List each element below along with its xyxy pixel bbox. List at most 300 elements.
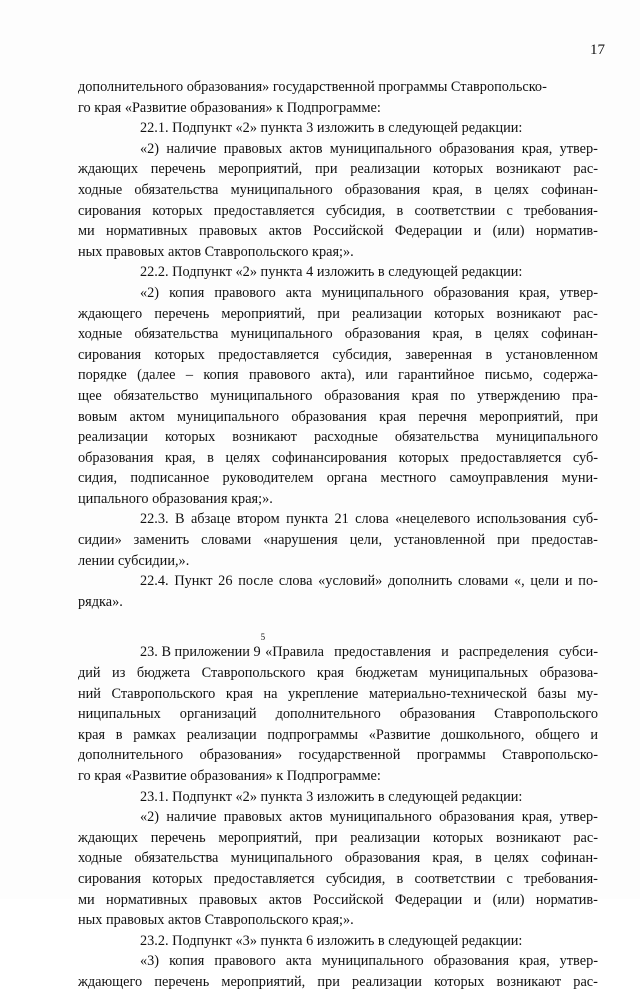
text-line [78, 951, 598, 972]
word: ми [78, 891, 95, 908]
word: рамках [133, 726, 176, 743]
word: словами [457, 573, 509, 590]
word: нормативных [105, 891, 188, 908]
text-line [78, 159, 598, 180]
word: укрепление [288, 685, 359, 702]
text-line [78, 118, 598, 139]
word: предоставляется [218, 346, 320, 363]
word: 26 [218, 573, 233, 590]
word: гарантийное [398, 367, 475, 384]
text-line [78, 684, 598, 705]
word: дополнительного [275, 706, 381, 723]
word: суб- [572, 511, 598, 528]
word: пра- [572, 387, 598, 404]
word: «условий» [318, 573, 383, 590]
word: реализации [350, 161, 421, 178]
line-text: го края «Развитие образования» к Подпрограмме: [78, 768, 381, 784]
word: края, [164, 449, 196, 466]
word: в [475, 326, 482, 343]
word: «3) [140, 953, 160, 970]
word: абзаце [190, 511, 231, 528]
word: актов [268, 223, 302, 240]
line-text: ных правовых актов Ставропольского края;». [78, 243, 354, 260]
word: муниципального [329, 140, 432, 157]
word: органа [326, 470, 368, 487]
word: «2) [140, 140, 160, 157]
word: предоставляется [213, 870, 315, 887]
word: предостав- [531, 532, 598, 549]
word: сидии» [78, 532, 122, 549]
document-body [78, 77, 598, 993]
word: правового [214, 284, 276, 301]
word: муниципального [210, 387, 313, 404]
word: субсидия, [332, 346, 392, 363]
word: которых [434, 305, 485, 322]
text-line [78, 365, 598, 386]
text-line [78, 890, 598, 911]
text-line [78, 262, 598, 283]
word: наличие [166, 140, 217, 157]
text-line [78, 530, 598, 551]
word: с [506, 202, 513, 219]
word: Ставропольского [111, 685, 216, 702]
word: из [112, 665, 126, 682]
word: Пункт [174, 573, 213, 590]
word: софинан- [541, 326, 598, 343]
text-line [78, 592, 598, 613]
section-23 [78, 663, 598, 993]
text-line [78, 571, 598, 592]
word: образова- [539, 665, 598, 682]
word: реализации [78, 429, 148, 446]
word: «нецелевого [395, 511, 471, 528]
word: целях [494, 850, 529, 867]
word: суб- [572, 449, 598, 466]
word: дошкольного, [441, 726, 525, 743]
word: которых [434, 973, 485, 990]
page-number: 17 [590, 42, 605, 58]
word: правовых [198, 223, 258, 240]
word: Федерации [394, 223, 463, 240]
word: слова [278, 573, 313, 590]
word: подпрограммы [267, 726, 358, 743]
word: ходные [78, 326, 123, 343]
word: мероприятий, [479, 408, 564, 425]
word: по- [578, 573, 598, 590]
word: рас- [573, 829, 598, 846]
word: края [379, 408, 407, 425]
word: слова [355, 511, 389, 528]
word: утвер- [559, 953, 598, 970]
word: которых [154, 346, 205, 363]
text-line [78, 304, 598, 325]
word: обязательства [394, 429, 479, 446]
word: бюджетам [355, 665, 418, 682]
word: В [175, 511, 185, 528]
word: ждающих [78, 829, 138, 846]
word: сирования [78, 870, 142, 887]
word: образования [439, 140, 515, 157]
word: с [506, 870, 513, 887]
line-text: лении субсидии,». [78, 552, 190, 569]
text-line [78, 869, 598, 890]
line-text: рядка». [78, 593, 123, 610]
word: муниципального [176, 408, 280, 425]
word: словами [201, 532, 252, 549]
word: соответствии [414, 202, 496, 219]
word: края [225, 685, 253, 702]
word: обязательства [134, 181, 219, 198]
word: которых [432, 829, 484, 846]
word: образования [324, 387, 400, 404]
word: Российской [313, 223, 384, 240]
word: в [485, 346, 493, 363]
word: рас- [573, 305, 598, 322]
word: мероприятий, [221, 305, 306, 322]
word: муниципального [329, 809, 432, 826]
text-line [78, 828, 598, 849]
word: бюджета [136, 665, 191, 682]
word: реализации [186, 726, 257, 743]
word: муниципального [495, 429, 598, 446]
word: образования [433, 284, 510, 301]
word: норматив- [535, 223, 598, 240]
word: образования» [199, 747, 283, 764]
word: акта), [320, 367, 355, 384]
word: использования [476, 511, 567, 528]
word: возникают [496, 829, 561, 846]
word: в [475, 850, 482, 867]
word: рас- [573, 161, 598, 178]
word: му- [577, 685, 598, 702]
word: муниципального [230, 850, 333, 867]
word: общего [535, 726, 580, 743]
text-line [78, 551, 598, 572]
word: ниципальных [78, 706, 161, 723]
word: образования [433, 953, 510, 970]
word: субсидия, [325, 870, 386, 887]
text-line [78, 386, 598, 407]
word: Федерации [394, 891, 463, 908]
word: сирования [78, 346, 142, 363]
word: образования [344, 850, 421, 867]
word: которых [152, 202, 203, 219]
line-text: дополнительного образования» государственной программы Ставропольско- [78, 79, 547, 95]
text-line [78, 139, 598, 160]
word: базы [537, 685, 567, 702]
word: (далее [137, 367, 176, 384]
text-line [78, 448, 598, 469]
word: «2) [140, 284, 160, 301]
word: обязательство [113, 387, 199, 404]
word: муни- [561, 470, 598, 487]
word: края, [521, 809, 553, 826]
word: перечень [150, 829, 206, 846]
word: края, [432, 850, 463, 867]
word: заверенная [405, 346, 473, 363]
word: при [317, 305, 340, 322]
word: образования [291, 408, 367, 425]
text-line [78, 725, 598, 746]
text-line [78, 972, 598, 993]
word: государственной [298, 747, 401, 764]
word: – [185, 367, 193, 384]
word: руководителем [222, 470, 314, 487]
word: которых [398, 449, 449, 466]
word: мероприятий, [221, 973, 306, 990]
word: муниципальных [429, 665, 529, 682]
word: возникают [496, 305, 562, 322]
word: организаций [179, 706, 257, 723]
word: ждающего [78, 305, 143, 322]
word: цели [530, 573, 560, 590]
word: субсидия, [325, 202, 386, 219]
text-line [78, 283, 598, 304]
word: актов [289, 809, 323, 826]
word: дополнительного [78, 747, 184, 764]
text-line [78, 324, 598, 345]
text-line [78, 221, 598, 242]
word: ходные [78, 181, 123, 198]
text-line [78, 489, 598, 510]
word: при [575, 408, 598, 425]
word: копия [169, 284, 205, 301]
paragraph-gap [78, 612, 598, 642]
line-text: ных правовых актов Ставропольского края;». [78, 912, 354, 929]
word: норматив- [535, 891, 598, 908]
word: предоставляется [213, 202, 315, 219]
word: 23. В приложении 9 [140, 644, 261, 661]
word: образования [344, 181, 421, 198]
word: края, [519, 953, 550, 970]
word: реализации [352, 973, 422, 990]
word: при [497, 532, 520, 549]
word: (или) [492, 891, 525, 908]
word: утвер- [559, 284, 598, 301]
word: копия [203, 367, 239, 384]
text-line [78, 787, 598, 808]
word: мероприятий, [218, 829, 303, 846]
word: Ставропольско- [502, 747, 598, 764]
text-line [78, 345, 598, 366]
word: заменить [133, 532, 190, 549]
word: ходные [78, 850, 123, 867]
word: правовых [198, 891, 258, 908]
word: 21 [334, 511, 349, 528]
word: правовых [223, 140, 283, 157]
word: Ставропольского [494, 706, 598, 723]
word: Ставропольского [201, 665, 306, 682]
word: местного [380, 470, 437, 487]
line-text: 22.2. Подпункт «2» пункта 4 изложить в следующей редакции: [140, 264, 523, 281]
word: правовых [223, 809, 283, 826]
text-line [78, 201, 598, 222]
word: дий [78, 665, 101, 682]
word: ний [78, 685, 101, 702]
word: края, [519, 284, 550, 301]
word: перечня [418, 408, 468, 425]
word: материально-технической [368, 685, 528, 702]
text-line [78, 242, 598, 263]
word: правового [248, 367, 311, 384]
word: актов [268, 891, 302, 908]
word: предоставляется [460, 449, 562, 466]
line-text: го края «Развитие образования» к Подпрограмме: [78, 99, 381, 116]
word: самоуправления [449, 470, 549, 487]
word: и [590, 726, 598, 743]
word: (или) [492, 223, 525, 240]
word: сидия, [78, 470, 118, 487]
word: края, [432, 326, 463, 343]
word: «Развитие [368, 726, 431, 743]
word: которых [164, 429, 216, 446]
word: края [316, 665, 344, 682]
text-line [78, 766, 598, 787]
word: после [238, 573, 274, 590]
word: возникают [496, 161, 561, 178]
text-line [78, 663, 598, 684]
text-line [78, 807, 598, 828]
word: в [475, 181, 482, 198]
superscript: 5 [260, 632, 266, 643]
word: софинан- [541, 181, 598, 198]
line-text: ципального образования края;». [78, 490, 273, 507]
word: установленной [394, 532, 486, 549]
word: перечень [150, 161, 206, 178]
text-line [78, 704, 598, 725]
word: возникают [496, 973, 562, 990]
line-text: 22.1. Подпункт «2» пункта 3 изложить в следующей редакции: [140, 120, 523, 137]
word: края, [432, 181, 463, 198]
text-line [78, 745, 598, 766]
word: правового [214, 953, 276, 970]
word: реализации [350, 829, 421, 846]
word: Российской [313, 891, 384, 908]
word: содержа- [543, 367, 598, 384]
word: 22.3. [140, 511, 169, 528]
line-text: 23.2. Подпункт «3» пункта 6 изложить в следующей редакции: [140, 932, 523, 949]
word: щее [78, 387, 102, 404]
word: ми [78, 223, 95, 240]
word: при [315, 829, 338, 846]
word: рас- [573, 973, 598, 990]
text-line [78, 427, 598, 448]
word: программы [416, 747, 486, 764]
word: при [317, 973, 340, 990]
word: утвер- [559, 140, 598, 157]
word: образования [344, 326, 421, 343]
word: цели, [349, 532, 383, 549]
text-line [78, 848, 598, 869]
word: края, [521, 140, 553, 157]
word: втором [236, 511, 280, 528]
text-line [78, 98, 598, 119]
text-line [78, 180, 598, 201]
word: реализации [352, 305, 422, 322]
word: обязательства [134, 326, 219, 343]
word: и [564, 573, 573, 590]
word: 22.4. [140, 573, 169, 590]
word: копия [169, 953, 205, 970]
word: и [473, 223, 482, 240]
word: «2) [140, 809, 160, 826]
word: актом [129, 408, 165, 425]
line-text: 23.1. Подпункт «2» пункта 3 изложить в следующей редакции: [140, 788, 523, 805]
word: которых [432, 161, 484, 178]
word: целях [225, 449, 261, 466]
word: подписанное [130, 470, 210, 487]
word: муниципального [321, 953, 424, 970]
word: в [115, 726, 123, 743]
text-fragment: «Правила предоставления и распределения субси- [265, 644, 598, 661]
word: края [411, 387, 439, 404]
word: акта [285, 284, 312, 301]
word: на [263, 685, 278, 702]
word: письмо, [484, 367, 533, 384]
word: порядке [78, 367, 127, 384]
word: в [396, 202, 404, 219]
word: муниципального [230, 181, 333, 198]
word: ждающих [78, 161, 138, 178]
word: в [207, 449, 214, 466]
word: муниципального [321, 284, 424, 301]
word: перечень [154, 973, 210, 990]
word: образования [439, 809, 515, 826]
word: расходные [313, 429, 378, 446]
word: «, [513, 573, 525, 590]
text-line [78, 77, 598, 98]
text-line [78, 407, 598, 428]
text-line [78, 632, 598, 663]
text-line [78, 468, 598, 489]
text-line [78, 931, 598, 952]
word: сирования [78, 202, 142, 219]
text-line [78, 509, 598, 530]
word: обязательства [134, 850, 219, 867]
word: нормативных [105, 223, 188, 240]
word: соответствии [414, 870, 496, 887]
word: «нарушения [263, 532, 338, 549]
word: пункта [286, 511, 329, 528]
word: мероприятий, [218, 161, 303, 178]
word: и [473, 891, 482, 908]
word: возникают [232, 429, 297, 446]
word: ждающего [78, 973, 143, 990]
word: или [365, 367, 388, 384]
word: края [78, 726, 106, 743]
word: софинансирования [271, 449, 388, 466]
word: по [450, 387, 466, 404]
word: при [315, 161, 338, 178]
word: вовым [78, 408, 118, 425]
word: перечень [154, 305, 210, 322]
word: в [396, 870, 404, 887]
word: которых [152, 870, 203, 887]
word: наличие [166, 809, 217, 826]
text-line [78, 910, 598, 931]
word: дополнить [388, 573, 453, 590]
word: муниципального [230, 326, 333, 343]
word: требования- [524, 870, 598, 887]
word: актов [289, 140, 323, 157]
word: образования [78, 449, 154, 466]
section-22 [78, 77, 598, 612]
word: требования- [524, 202, 598, 219]
word: утверждению [477, 387, 561, 404]
word: утвер- [559, 809, 598, 826]
word: акта [285, 953, 312, 970]
word: софинан- [541, 850, 598, 867]
